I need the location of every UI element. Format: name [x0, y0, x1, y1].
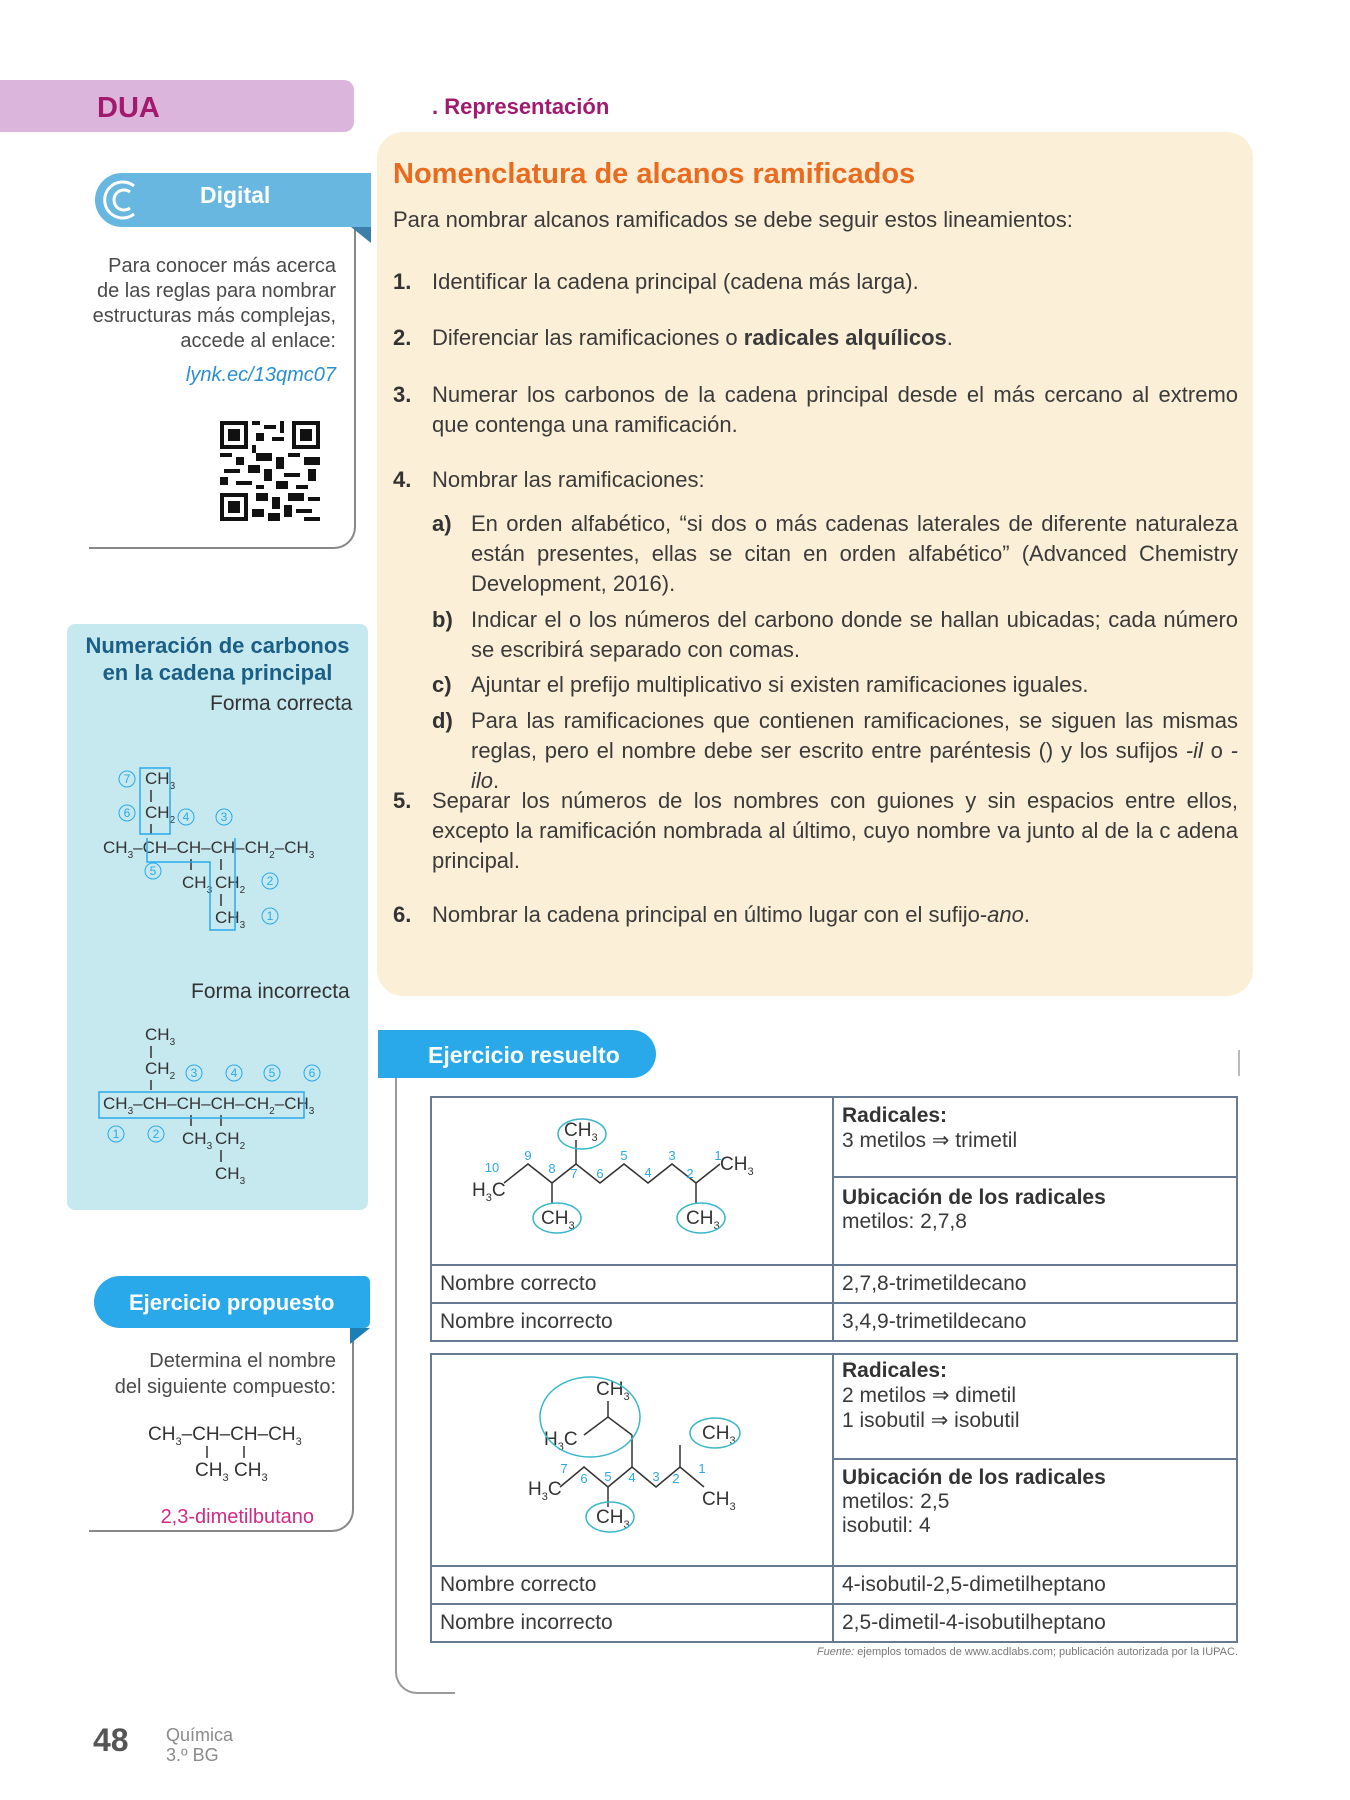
digital-text: [89, 254, 336, 354]
svg-text:2: 2: [672, 1471, 680, 1486]
correct-name-value: 2,7,8-trimetildecano: [833, 1265, 1237, 1303]
digital-text-line: Para conocer más acerca: [108, 255, 336, 277]
svg-text:CH2: $CH_2$: [215, 873, 246, 896]
svg-text:CH3–CH–CH–CH3: $CH_3-CH-CH-CH_3$: [148, 1424, 302, 1448]
radicales-label: Radicales:: [842, 1104, 948, 1127]
radicales-line: 3 metilos ⇒ trimetil: [842, 1129, 1018, 1152]
svg-text:CH2: $CH_2$: [145, 1059, 176, 1082]
incorrect-name-label: Nombre incorrecto: [431, 1604, 833, 1642]
svg-text:CH3: $CH_3$: [145, 1025, 176, 1048]
digital-link[interactable]: lynk.ec/13qmc07: [185, 364, 336, 386]
ubicacion-label: Ubicación de los radicales: [842, 1185, 1106, 1209]
page-number: 48: [93, 1722, 129, 1758]
subrule-item: [432, 670, 1238, 700]
rule-number: 2.: [393, 325, 412, 350]
ubicacion-line: isobutil: 4: [842, 1513, 931, 1537]
svg-text:H3C: $H_3C$: [472, 1180, 506, 1204]
resuelto-header: [378, 1030, 656, 1078]
svg-text:CH3–CH–CH–CH–CH2–CH3: $CH_3-CH-CH-CH-CH_2-CH_3$: [103, 838, 315, 861]
svg-text:CH3: $CH_3$: [720, 1154, 754, 1178]
svg-text:3: 3: [190, 1066, 198, 1080]
rule-item: [393, 380, 1238, 440]
correct-name-value: 4-isobutil-2,5-dimetilheptano: [833, 1566, 1237, 1604]
correct-name-label: Nombre correcto: [431, 1566, 833, 1604]
svg-text:8: 8: [548, 1161, 556, 1176]
svg-text:4: 4: [644, 1165, 652, 1180]
isobutil-dimetilheptano-structure: [432, 1355, 832, 1559]
digital-logo-icon: [100, 178, 150, 222]
rule-item: [393, 323, 1238, 353]
svg-text:1: 1: [714, 1148, 722, 1163]
subrule-text: En orden alfabético, “si dos o más cadenas laterales de diferente naturaleza están presentes, ellas se citan en orden alfabético” (Advanced Chemistry Development, 2016).: [471, 511, 1238, 596]
digital-text-line: estructuras más complejas,: [92, 305, 336, 327]
rule-item: [393, 786, 1238, 876]
svg-text:6: 6: [596, 1166, 604, 1181]
rule-number: 5.: [393, 788, 412, 813]
qr-code-icon[interactable]: [220, 421, 320, 521]
subrule-text: Para las ramificaciones que contienen ramificaciones, se siguen las mismas reglas, pero el nombre debe ser escrito entre paréntesis () y los sufijos -il o -ilo.: [471, 708, 1238, 793]
ubicacion-line: metilos: 2,5: [842, 1489, 950, 1513]
rule-item: [393, 465, 1238, 495]
rule-text: Diferenciar las ramificaciones o radicales alquílicos.: [432, 325, 953, 350]
ubicacion-cell: [833, 1459, 1237, 1566]
rule-number: 4.: [393, 467, 412, 492]
svg-text:2: 2: [686, 1166, 694, 1181]
subject-label: [166, 1725, 233, 1765]
subrule-letter: b): [432, 607, 453, 632]
svg-text:CH3: $CH_3$: [215, 1164, 246, 1187]
subrule-item: [432, 706, 1238, 796]
digital-corner-fold: [351, 227, 371, 243]
svg-text:CH3: $CH_3$: [182, 1129, 213, 1152]
radicales-cell: [833, 1097, 1237, 1177]
rule-text: Nombrar la cadena principal en último lugar con el sufijo-ano.: [432, 902, 1031, 927]
svg-text:6: 6: [308, 1066, 316, 1080]
propuesto-title: Ejercicio propuesto: [129, 1290, 335, 1315]
resuelto-table-2: [430, 1353, 1238, 1643]
rule-item: [393, 900, 1238, 930]
svg-text:CH3: $CH_3$: [182, 873, 213, 896]
svg-text:4: 4: [182, 810, 190, 824]
resuelto-title: Ejercicio resuelto: [428, 1042, 620, 1068]
subrule-text: Ajuntar el prefijo multiplicativo si existen ramificaciones iguales.: [471, 672, 1089, 697]
rule-text: Nombrar las ramificaciones:: [432, 467, 705, 492]
forma-correcta-label: Forma correcta: [210, 692, 353, 715]
subject-grade: 3.º BG: [166, 1745, 219, 1765]
numeracion-title: Numeración de carbonos en la cadena principal: [85, 633, 350, 685]
svg-text:CH3: $CH_3$: [596, 1507, 630, 1531]
svg-text:3: 3: [668, 1148, 676, 1163]
correct-numbering-structure: [67, 758, 368, 948]
svg-text:CH2: $CH_2$: [215, 1129, 246, 1152]
svg-text:2: 2: [152, 1127, 160, 1141]
rule-number: 1.: [393, 269, 412, 294]
svg-text:CH2: $CH_2$: [145, 803, 176, 826]
subrule-letter: c): [432, 672, 452, 697]
svg-text:10: 10: [484, 1160, 500, 1175]
incorrect-name-value: 3,4,9-trimetildecano: [833, 1303, 1237, 1341]
dua-label: . Representación: [432, 94, 610, 119]
rules-title: Nomenclatura de alcanos ramificados: [393, 158, 916, 190]
svg-text:7: 7: [560, 1461, 568, 1476]
dua-tab: [0, 80, 610, 132]
svg-text:2: 2: [266, 874, 274, 888]
svg-text:CH3: $CH_3$: [702, 1489, 736, 1513]
svg-text:CH3: $CH_3$: [215, 908, 246, 931]
radicales-cell: [833, 1354, 1237, 1459]
svg-text:CH3: $CH_3$: [564, 1120, 598, 1144]
propuesto-structure: [140, 1418, 340, 1493]
svg-text:CH3: $CH_3$: [195, 1460, 229, 1484]
incorrect-name-value: 2,5-dimetil-4-isobutilheptano: [833, 1604, 1237, 1642]
propuesto-header: [94, 1276, 370, 1328]
svg-text:5: 5: [604, 1469, 612, 1484]
digital-text-line: accede al enlace:: [180, 330, 336, 352]
svg-text:CH3–CH–CH–CH–CH2–CH3: $CH_3-CH-CH-CH-CH_2-CH_3$: [103, 1094, 315, 1117]
svg-text:H3C: $H_3C$: [528, 1479, 562, 1503]
svg-text:CH3: $CH_3$: [686, 1208, 720, 1232]
svg-text:1: 1: [266, 909, 274, 923]
svg-text:7: 7: [570, 1166, 578, 1181]
rules-intro: Para nombrar alcanos ramificados se debe seguir estos lineamientos:: [393, 207, 1073, 232]
rule-text: Separar los números de los nombres con guiones y sin espacios entre ellos, excepto la ramificación nombrada al último, cuyo nombre va junto al de la c adena principal.: [432, 788, 1238, 873]
svg-text:4: 4: [628, 1470, 636, 1485]
propuesto-corner-fold: [350, 1328, 370, 1344]
svg-text:1: 1: [112, 1127, 120, 1141]
svg-text:CH3: $CH_3$: [702, 1423, 736, 1447]
svg-text:5: 5: [620, 1148, 628, 1163]
correct-name-label: Nombre correcto: [431, 1265, 833, 1303]
digital-text-line: de las reglas para nombrar: [96, 280, 336, 302]
subrule-text: Indicar el o los números del carbono donde se hallan ubicadas; cada número se escribirá separado con comas.: [471, 607, 1238, 662]
subrule-item: [432, 605, 1238, 665]
resuelto-table-1: [430, 1096, 1238, 1342]
svg-text:6: 6: [580, 1471, 588, 1486]
svg-text:3: 3: [220, 810, 228, 824]
svg-text:5: 5: [149, 864, 157, 878]
rule-number: 6.: [393, 902, 412, 927]
trimetildecano-structure: [432, 1098, 832, 1258]
rule-bold-term: radicales alquílicos: [743, 325, 947, 350]
ubicacion-cell: [833, 1177, 1237, 1265]
propuesto-answer: 2,3-dimetilbutano: [160, 1506, 314, 1528]
ubicacion-label: Ubicación de los radicales: [842, 1465, 1106, 1489]
ubicacion-line: metilos: 2,7,8: [842, 1209, 967, 1233]
source-note: Fuente: ejemplos tomados de www.acdlabs.com; publicación autorizada por la IUPAC.: [816, 1646, 1238, 1658]
propuesto-text: Determina el nombre del siguiente compuesto:: [114, 1350, 336, 1398]
svg-text:4: 4: [230, 1066, 238, 1080]
radicales-line: 2 metilos ⇒ dimetil: [842, 1384, 1016, 1407]
incorrect-name-label: Nombre incorrecto: [431, 1303, 833, 1341]
svg-text:CH3: $CH_3$: [596, 1379, 630, 1403]
digital-title: Digital: [200, 182, 271, 208]
radicales-label: Radicales:: [842, 1359, 948, 1382]
svg-text:CH3: $CH_3$: [145, 769, 176, 792]
svg-text:H3C: $H_3C$: [544, 1429, 578, 1453]
forma-incorrecta-label: Forma incorrecta: [191, 980, 350, 1003]
rule-text: Identificar la cadena principal (cadena más larga).: [432, 269, 919, 294]
structure-cell: [431, 1354, 833, 1566]
rule-item: [393, 267, 1238, 297]
rule-number: 3.: [393, 382, 412, 407]
subrule-letter: d): [432, 708, 453, 733]
resuelto-frame-right: [1238, 1050, 1240, 1076]
subject-name: Química: [166, 1725, 234, 1745]
svg-text:9: 9: [524, 1148, 532, 1163]
incorrect-numbering-structure: [67, 1018, 368, 1188]
subrule-letter: a): [432, 511, 452, 536]
radicales-line: 1 isobutil ⇒ isobutil: [842, 1409, 1020, 1432]
svg-text:6: 6: [123, 806, 131, 820]
rule-text: Numerar los carbonos de la cadena principal desde el más cercano al extremo que contenga una ramificación.: [432, 382, 1238, 437]
svg-text:3: 3: [652, 1469, 660, 1484]
svg-text:1: 1: [698, 1461, 706, 1476]
svg-text:CH3: $CH_3$: [234, 1460, 268, 1484]
structure-cell: [431, 1097, 833, 1265]
svg-text:7: 7: [123, 772, 131, 786]
svg-text:CH3: $CH_3$: [541, 1208, 575, 1232]
svg-text:5: 5: [268, 1066, 276, 1080]
subrule-item: [432, 509, 1238, 599]
dua-brand: DUA: [97, 92, 160, 124]
